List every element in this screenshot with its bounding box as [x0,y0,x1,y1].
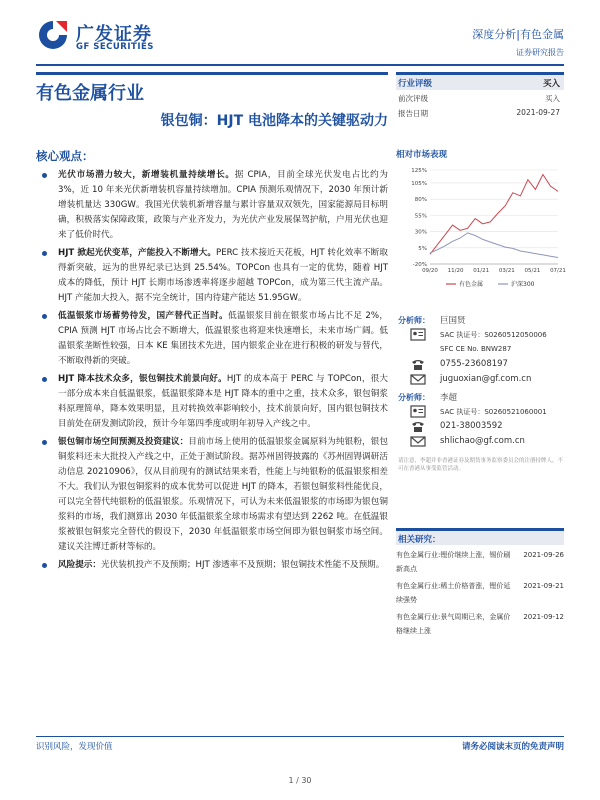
related-item-date: 2021-09-21 [523,582,564,590]
analyst-email[interactable]: shlichao@gf.com.cn [440,436,525,446]
y-tick-label: 30% [414,229,427,236]
bullet-dot [42,173,47,178]
y-tick-label: 80% [414,197,427,204]
report-category [472,26,564,58]
bullet-dot [42,377,47,382]
analyst-disclaimer: 请注意，李超并非香港证券及期货事务监察委员会的注册持牌人，不可在香港从事受监管活动。 [398,458,564,472]
rating-panel [396,72,564,120]
id-card-icon [410,405,426,418]
title-block [36,72,388,132]
y-tick-label: 5% [418,245,427,252]
report-type: 深度分析|有色金属 [472,28,564,41]
industry-title: 有色金属行业 [36,83,144,104]
related-item-title: 有色金属行业:锂价继续上涨，锡价刷新高点 [396,551,511,573]
analyst-name: 巨国贤 [440,316,466,326]
mail-icon [410,435,426,448]
header-divider [36,64,564,66]
analyst-phone-row [396,357,564,372]
analyst-email-row [396,434,564,449]
legend-label: 有色金属 [459,281,484,288]
analyst-role: 分析师： [398,316,430,325]
related-item[interactable] [396,579,564,607]
related-research [396,528,564,638]
bullet-text: 光伏装机投产不及预期；HJT 渗透率不及预期；银包铜技术性能不及预期。 [100,560,385,570]
series-line [430,233,558,258]
report-headline: 银包铜：HJT 电池降本的关键驱动力 [160,113,388,129]
bullet-item [36,372,388,432]
prev-rating-label: 前次评级 [398,94,428,103]
related-item-date: 2021-09-12 [523,613,564,621]
logo-en-text: GF SECURITIES [76,42,154,52]
rating-value: 买入 [542,79,560,89]
report-date-label: 报告日期 [398,109,428,118]
id-card-icon [410,328,426,341]
analyst-phone: 021-38003592 [440,421,503,431]
analyst-sfc-row [396,342,564,357]
x-tick-label: 11/20 [447,268,464,274]
report-subtitle: 证券研究报告 [516,48,564,57]
analyst-name: 李超 [440,393,458,403]
gf-logo-icon [36,18,70,52]
bullet-dot [42,563,47,568]
bullet-dot [42,440,47,445]
mail-icon [410,373,426,386]
x-tick-label: 07/21 [550,268,566,274]
legend-label: 沪深300 [511,281,535,288]
related-title: 相关研究： [396,528,564,545]
gf-securities-logo [36,18,186,58]
core-views [36,148,388,576]
y-tick-label: -20% [412,262,427,268]
rating-label: 行业评级 [398,79,433,89]
phone-icon [410,358,426,371]
previous-rating [396,90,564,105]
bullet-lead: 银包铜市场空间预测及投资建议： [58,437,189,447]
prev-rating-value: 买入 [545,94,560,103]
bullet-lead: 光伏市场潜力较大，新增装机量持续增长。 [58,170,235,180]
x-tick-label: 01/21 [473,268,490,274]
phone-icon [410,420,426,433]
analyst-name-row [396,312,564,327]
analyst-phone-row [396,419,564,434]
x-tick-label: 05/21 [524,268,541,274]
bullet-dot [42,314,47,319]
bullet-item [36,246,388,306]
bullet-text: 低温银浆目前在银浆市场占比不足 2%，CPIA 预测 HJT 市场占比会不断增大，低温银浆也将迎来快速增长，未来市场广阔。低温银浆垄断性较强，日本 KE 集团技术先进，国内银浆企业在进行积极的研发与替代，不断取得新的突破。 [58,311,388,366]
related-item-title: 有色金属行业:稀土价格普涨，锂价延续强势 [396,582,511,604]
bullet-text: HJT 的成本高于 PERC 与 TOPCon，很大一部分成本来自低温银浆，低温银浆降本是 HJT 降本的重中之重，技术众多，银包铜浆料原理简单，降本效果明显，且对转换效率影响较小，技术前景向好，国内银包铜技术目前处在研发测试阶段，预计今年第四季度或明年初导入产线之中。 [58,374,388,429]
x-tick-label: 09/20 [422,268,438,274]
analyst-sac-row [396,327,564,342]
series-line [430,175,558,255]
y-tick-label: 105% [411,180,427,187]
y-tick-label: 55% [414,213,427,220]
bullet-lead: HJT 掀起光伏变革，产能投入不断增大。 [58,248,217,258]
analyst-email[interactable]: juguoxian@gf.com.cn [440,374,532,384]
analyst-sac: SAC 执证号：S0260512050006 [440,331,547,339]
related-item[interactable] [396,548,564,576]
analyst-sac: SAC 执证号：S0260521060001 [440,408,547,416]
report-date-value: 2021-09-27 [516,108,560,117]
relative-performance-chart [396,162,564,292]
chart-title: 相对市场表现 [396,150,448,160]
analyst-sfc: SFC CE No. BNW287 [440,345,512,353]
bullet-text: 目前市场上使用的低温银浆金属原料为纯银粉，银包铜浆料还未大批投入产线之中，正处于测试阶段。据苏州固锝披露的《苏州固锝调研活动信息 20210906》，仅从目前现有的测试结果来看，性能上与纯银粉的低温银浆相差不大。我们认为银包铜浆料的成本优势可以促进 HJT 的降本，若银包铜浆料性能优良，可以完全替代纯银粉的低温银浆。乐观情况下，可认为未来低温银浆的市场即为银包铜浆料的市场，我们测算出 2030 年低温银浆全球市场需求有望达到 2262 吨。在低温银浆被银包铜浆完全替代的假设下，2030 年低温银浆市场空间即为银包铜浆市场空间。建议关注博迁新材等标的。 [58,437,388,552]
bullet-text: PERC 技术接近天花板，HJT 转化效率不断取得新突破，远为的世界纪录已达到 25.54%。TOPCon 也具有一定的优势，随着 HJT 成本的降低，预计 HJT 长期市场渗透率将逐步超越 TOPCon，成为第三代主流产品。HJT 产能加大投入，据不完全统计，国内待建产能达 51.95GW。 [58,248,389,303]
related-item[interactable] [396,610,564,638]
bullet-item [36,558,388,573]
report-header [0,0,600,70]
y-tick-label: 125% [411,168,427,174]
report-date [396,105,564,120]
footer-divider [36,736,564,737]
related-item-date: 2021-09-26 [523,551,564,559]
bullet-lead: HJT 降本技术众多，银包铜技术前景向好。 [58,374,227,384]
bullet-item [36,309,388,369]
analyst-email-row [396,372,564,387]
page-number: 1 / 30 [288,776,312,785]
logo-cn-text: 广发证券 [76,24,152,45]
analyst-panel [396,312,564,473]
analyst-name-row [396,389,564,404]
bullet-text: 据 CPIA，目前全球光伏发电占比约为 3%，近 10 年来光伏新增装机容量持续增加。CPIA 预测乐观情况下，2030 年预计新增装机量达 330GW。我国光伏装机新增容量与累计容量双双领先，国家能源局目标明确，积极落实保障政策，政策与产业齐发力，为光伏产业发展保驾护航，户用光伏也迎来了低价时代。 [58,170,388,240]
bullet-dot [42,251,47,256]
bullet-item [36,168,388,243]
industry-rating [396,72,564,90]
footer-slogan: 识别风险，发现价值 [36,742,113,752]
related-item-title: 有色金属行业:景气周期已来，金属价格继续上涨 [396,613,511,635]
analyst-phone: 0755-23608197 [440,359,508,369]
footer-disclaimer-note: 请务必阅读末页的免责声明 [461,742,564,752]
bullet-item [36,435,388,555]
core-views-title: 核心观点： [36,149,94,163]
bullet-lead: 低温银浆市场蓄势待发，国产替代正当时。 [58,311,229,321]
bullet-lead: 风险提示： [58,560,101,570]
analyst-role: 分析师： [398,393,430,402]
x-tick-label: 03/21 [498,268,515,274]
analyst-sac-row [396,404,564,419]
